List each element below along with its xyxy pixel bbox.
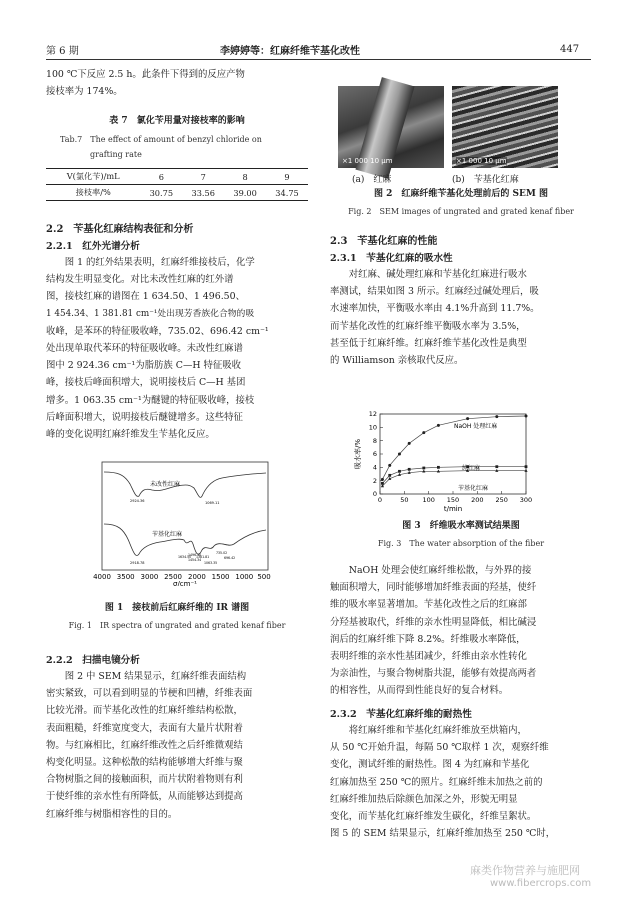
chart-x-axis-label: t/min xyxy=(443,505,463,512)
table-cell: 9 xyxy=(266,169,308,185)
x-tick-label: 4000 xyxy=(93,573,111,581)
fig1-caption-en: Fig. 1 IR spectra of ungrated and grated kenaf fiber xyxy=(68,621,286,630)
table-cell: 接枝率/% xyxy=(46,185,140,201)
text-line: 红麻纤维加热后除颜色加深之外，形貌无明显 xyxy=(330,793,518,805)
text-line: 结构发生明显变化。对比未改性红麻的红外谱 xyxy=(46,274,234,286)
peak-label: 2918.78 xyxy=(130,561,145,565)
text-line: 图 2 中 SEM 结果显示，红麻纤维表面结构 xyxy=(46,671,247,682)
data-point xyxy=(525,415,528,418)
text-line: 接枝率为 174%。 xyxy=(46,86,123,98)
x-tick-label: 3000 xyxy=(140,573,159,581)
text-line: 将红麻纤维和苄基化红麻纤维放至烘箱内， xyxy=(330,725,527,736)
issue-number: 第 6 期 xyxy=(46,46,79,57)
peak-label: 1063.35 xyxy=(204,561,218,565)
text-line: 维的吸水率显著增加。苄基化改性之后的红麻部 xyxy=(330,599,527,611)
table-cell: 7 xyxy=(182,169,224,185)
text-line: 而苄基化改性的红麻纤维平衡吸水率为 3.5%， xyxy=(330,320,526,332)
sem-image-benzylated xyxy=(452,86,558,168)
table-cell: 8 xyxy=(224,169,266,185)
text-line: 对红麻、碱处理红麻和苄基化红麻进行吸水 xyxy=(330,269,527,280)
text-line: 分羟基被取代，纤维的亲水性明显降低，相比碱浸 xyxy=(330,616,537,628)
series-label: NaOH 处理红麻 xyxy=(454,423,498,430)
y-tick-label: 0 xyxy=(372,490,377,499)
text-line: 率测试，结果如图 3 所示。红麻经过碱处理后，吸 xyxy=(330,286,539,298)
data-point xyxy=(437,424,440,427)
fig1-caption-cn: 图 1 接枝前后红麻纤维的 IR 谱图 xyxy=(104,603,250,613)
x-tick-label: 0 xyxy=(377,496,383,504)
intro-text xyxy=(46,66,308,100)
ir-curve-untreated xyxy=(104,472,266,497)
x-tick-label: 300 xyxy=(519,496,533,504)
series-line xyxy=(382,471,526,486)
x-tick-label: 1000 xyxy=(235,573,254,581)
x-tick-label: 200 xyxy=(471,496,484,504)
table-cell: 34.75 xyxy=(266,185,308,201)
page-number: 447 xyxy=(560,44,580,55)
table-cell: 30.75 xyxy=(140,185,182,201)
section-2-3-title: 2.3 苄基化红麻的性能 xyxy=(330,236,438,247)
text-line: 1 454.34、1 381.81 cm⁻¹处出现芳香族化合物的吸 xyxy=(46,308,255,319)
text-line: 比较光滑。而苄基化改性的红麻纤维结构松散， xyxy=(46,705,243,717)
table-cell: V(氯化苄)/mL xyxy=(46,169,140,185)
table-row xyxy=(46,185,308,201)
sem-analysis-text xyxy=(46,668,308,823)
text-line: 峰，接枝后峰面积增大，说明接枝后 C—H 基团 xyxy=(46,377,246,389)
data-point xyxy=(398,470,401,473)
data-point xyxy=(422,431,425,434)
data-point xyxy=(381,478,384,481)
text-line: 构变化明显。这种松散的结构能够增大纤维与聚 xyxy=(46,757,243,769)
text-line: 红麻纤维与树脂相容性的目的。 xyxy=(46,808,178,820)
peak-label: 696.42 xyxy=(224,556,236,560)
fig3-caption-en: Fig. 3 The water absorption of the fiber xyxy=(377,539,545,548)
x-tick-label: 2500 xyxy=(164,573,183,581)
sem-image-untreated xyxy=(338,86,444,168)
x-tick-label: 150 xyxy=(446,496,460,504)
text-line: 密实紧致，可以看到明显的节梗和凹槽，纤维表面 xyxy=(46,688,253,700)
text-line: 处出现单取代苯环的特征吸收峰。未改性红麻谱 xyxy=(46,343,243,355)
text-line: 于使纤维的亲水性有所降低，从而能够达到提高 xyxy=(46,791,243,803)
x-tick-label: 2000 xyxy=(187,573,206,581)
table7 xyxy=(46,168,308,201)
peak-label: 1634.50 xyxy=(178,555,192,559)
data-point xyxy=(388,474,391,477)
fig2-caption-en: Fig. 2 SEM images of ungrated and grated kenaf fiber xyxy=(348,207,574,216)
text-line: NaOH 处理会使红麻纤维松散，与外界的接 xyxy=(330,565,532,576)
data-point xyxy=(388,464,391,467)
table-row xyxy=(46,169,308,185)
y-tick-label: 10 xyxy=(368,423,377,432)
naoh-discussion-text xyxy=(330,562,592,700)
data-point xyxy=(408,468,411,471)
series-label: 苄基化红麻 xyxy=(458,485,489,492)
text-line: 峰的变化说明红麻纤维发生苄基化反应。 xyxy=(46,429,215,441)
text-line: 增多。1 063.35 cm⁻¹为醚键的特征吸收峰，接枝 xyxy=(46,394,255,406)
ir-plot-frame xyxy=(102,462,268,570)
table7-title-cn: 表 7 氯化苄用量对接枝率的影响 xyxy=(109,116,245,126)
x-tick-label: 3500 xyxy=(116,573,135,581)
chart-y-ticks xyxy=(369,410,383,498)
text-line: 的相容性，从而得到性能良好的复合材料。 xyxy=(330,685,509,697)
sem-scale-label: ×1 000 10 μm xyxy=(456,157,507,165)
fig3-caption-cn: 图 3 纤维吸水率测试结果图 xyxy=(402,521,520,531)
series-label: 纯红麻 xyxy=(462,465,481,472)
text-line: 的 Williamson 亲核取代反应。 xyxy=(330,355,464,367)
x-tick-label: 250 xyxy=(495,496,508,504)
table7-title-en: Tab.7 The effect of amount of benzyl chloride on xyxy=(60,135,262,144)
data-point xyxy=(466,417,469,420)
text-line: 触面积增大，同时能够增加纤维表面的羟基，使纤 xyxy=(330,582,537,594)
data-point xyxy=(398,453,401,456)
text-line: 图 5 的 SEM 结果显示，红麻纤维加热至 250 ℃时， xyxy=(330,828,556,840)
ir-x-axis-label: σ/cm⁻¹ xyxy=(173,580,197,586)
text-line: 表明纤维的亲水性基团减少，纤维由亲水性转化 xyxy=(330,651,527,663)
sem-scale-label: ×1 000 10 μm xyxy=(342,157,393,165)
text-line: 图 1 的红外结果表明，红麻纤维接枝后，化学 xyxy=(46,257,255,268)
chart-x-ticks xyxy=(378,491,532,504)
text-line: 变化，而苄基化红麻纤维发生碳化，纤维呈絮状。 xyxy=(330,811,537,823)
peak-label: 1496.50 xyxy=(188,553,202,557)
chart-plot-frame xyxy=(380,414,526,494)
fig2-caption-cn: 图 2 红麻纤维苄基化处理前后的 SEM 图 xyxy=(374,189,548,199)
x-tick-label: 50 xyxy=(400,496,409,504)
data-point xyxy=(422,467,425,470)
peak-label: 735.02 xyxy=(216,551,228,555)
peak-label: 1069.11 xyxy=(205,501,220,505)
table-cell: 6 xyxy=(140,169,182,185)
label-treated: 苄基化红麻 xyxy=(152,531,183,538)
peak-label: 2924.36 xyxy=(130,499,145,503)
data-point xyxy=(408,442,411,445)
text-line: 图，接枝红麻的谱图在 1 634.50、1 496.50、 xyxy=(46,291,245,303)
section-2-3-2-title: 2.3.2 苄基化红麻纤维的耐热性 xyxy=(330,709,472,720)
x-tick-label: 100 xyxy=(422,496,435,504)
section-2-2-1-title: 2.2.1 红外光谱分析 xyxy=(46,241,140,252)
text-line: 甚至低于红麻纤维。红麻纤维苄基化改性是典型 xyxy=(330,337,527,349)
label-untreated: 未改性红麻 xyxy=(150,481,181,488)
ir-spectrum-figure xyxy=(72,458,272,586)
chart-y-axis-label: 吸水率/% xyxy=(354,438,362,470)
x-tick-label: 500 xyxy=(257,573,271,581)
text-line: 物。与红麻相比，红麻纤维改性之后纤维微观结 xyxy=(46,739,243,751)
peak-label: 1381.81 xyxy=(196,555,210,559)
text-line: 变化，测试纤维的耐热性。图 4 为红麻和苄基化 xyxy=(330,759,530,771)
water-absorption-text xyxy=(330,266,592,369)
watermark-text: 麻类作物营养与施肥网 xyxy=(470,864,580,877)
text-line: 合物树脂之间的接触面积，而片状附着物则有利 xyxy=(46,774,243,786)
table-cell: 39.00 xyxy=(224,185,266,201)
watermark-url: www.fibercrops.com xyxy=(490,878,592,889)
y-tick-label: 2 xyxy=(372,476,377,485)
text-line: 后峰面积增大，说明接枝后醚键增多。这些特征 xyxy=(46,411,243,423)
text-line: 100 ℃下反应 2.5 h。此条件下得到的反应产物 xyxy=(46,69,245,80)
text-line: 表面粗糙，纤维宽度变大，表面有大量片状附着 xyxy=(46,722,243,734)
text-line: 从 50 ℃开始升温，每隔 50 ℃取样 1 次，观察纤维 xyxy=(330,742,549,754)
y-tick-label: 4 xyxy=(372,463,377,472)
text-line: 图中 2 924.36 cm⁻¹为脂肪族 C—H 特征吸收 xyxy=(46,360,241,372)
table-cell: 33.56 xyxy=(182,185,224,201)
sem-label-b: (b) 苄基化红麻 xyxy=(452,175,519,185)
section-2-3-1-title: 2.3.1 苄基化红麻的吸水性 xyxy=(330,253,453,264)
text-line: 水速率加快，平衡吸水率由 4.1%升高到 11.7%。 xyxy=(330,303,540,315)
series-line xyxy=(382,467,526,484)
sem-label-a: (a) 红麻 xyxy=(352,175,392,185)
section-2-2-title: 2.2 苄基化红麻结构表征和分析 xyxy=(46,224,194,235)
text-line: 为亲油性，与聚合物树脂共混，能够有效提高两者 xyxy=(330,668,537,680)
ir-analysis-text xyxy=(46,254,308,443)
y-tick-label: 8 xyxy=(372,436,377,445)
header-rule xyxy=(46,59,591,60)
table7-title-en-2: grafting rate xyxy=(90,150,142,159)
water-absorption-chart xyxy=(354,408,534,512)
text-line: 润后的红麻纤维下降 8.2%。纤维吸水率降低， xyxy=(330,633,526,645)
data-point xyxy=(495,415,498,418)
peak-label: 1454.34 xyxy=(188,558,202,562)
data-point xyxy=(495,465,498,468)
text-line: 红麻加热至 250 ℃的照片。红麻纤维未加热之前的 xyxy=(330,776,543,788)
y-tick-label: 12 xyxy=(368,410,377,419)
ir-curve-treated xyxy=(104,524,266,556)
heat-resistance-text xyxy=(330,722,592,842)
chart-svg xyxy=(354,408,534,512)
data-point xyxy=(437,466,440,469)
ir-spectrum-svg xyxy=(72,458,272,586)
x-tick-label: 1500 xyxy=(211,573,230,581)
section-2-2-2-title: 2.2.2 扫描电镜分析 xyxy=(46,655,140,666)
y-tick-label: 6 xyxy=(372,450,377,459)
data-point xyxy=(525,465,528,468)
running-title: 李婷婷等：红麻纤维苄基化改性 xyxy=(220,46,360,57)
text-line: 收峰，是苯环的特征吸收峰，735.02、696.42 cm⁻¹ xyxy=(46,325,269,337)
